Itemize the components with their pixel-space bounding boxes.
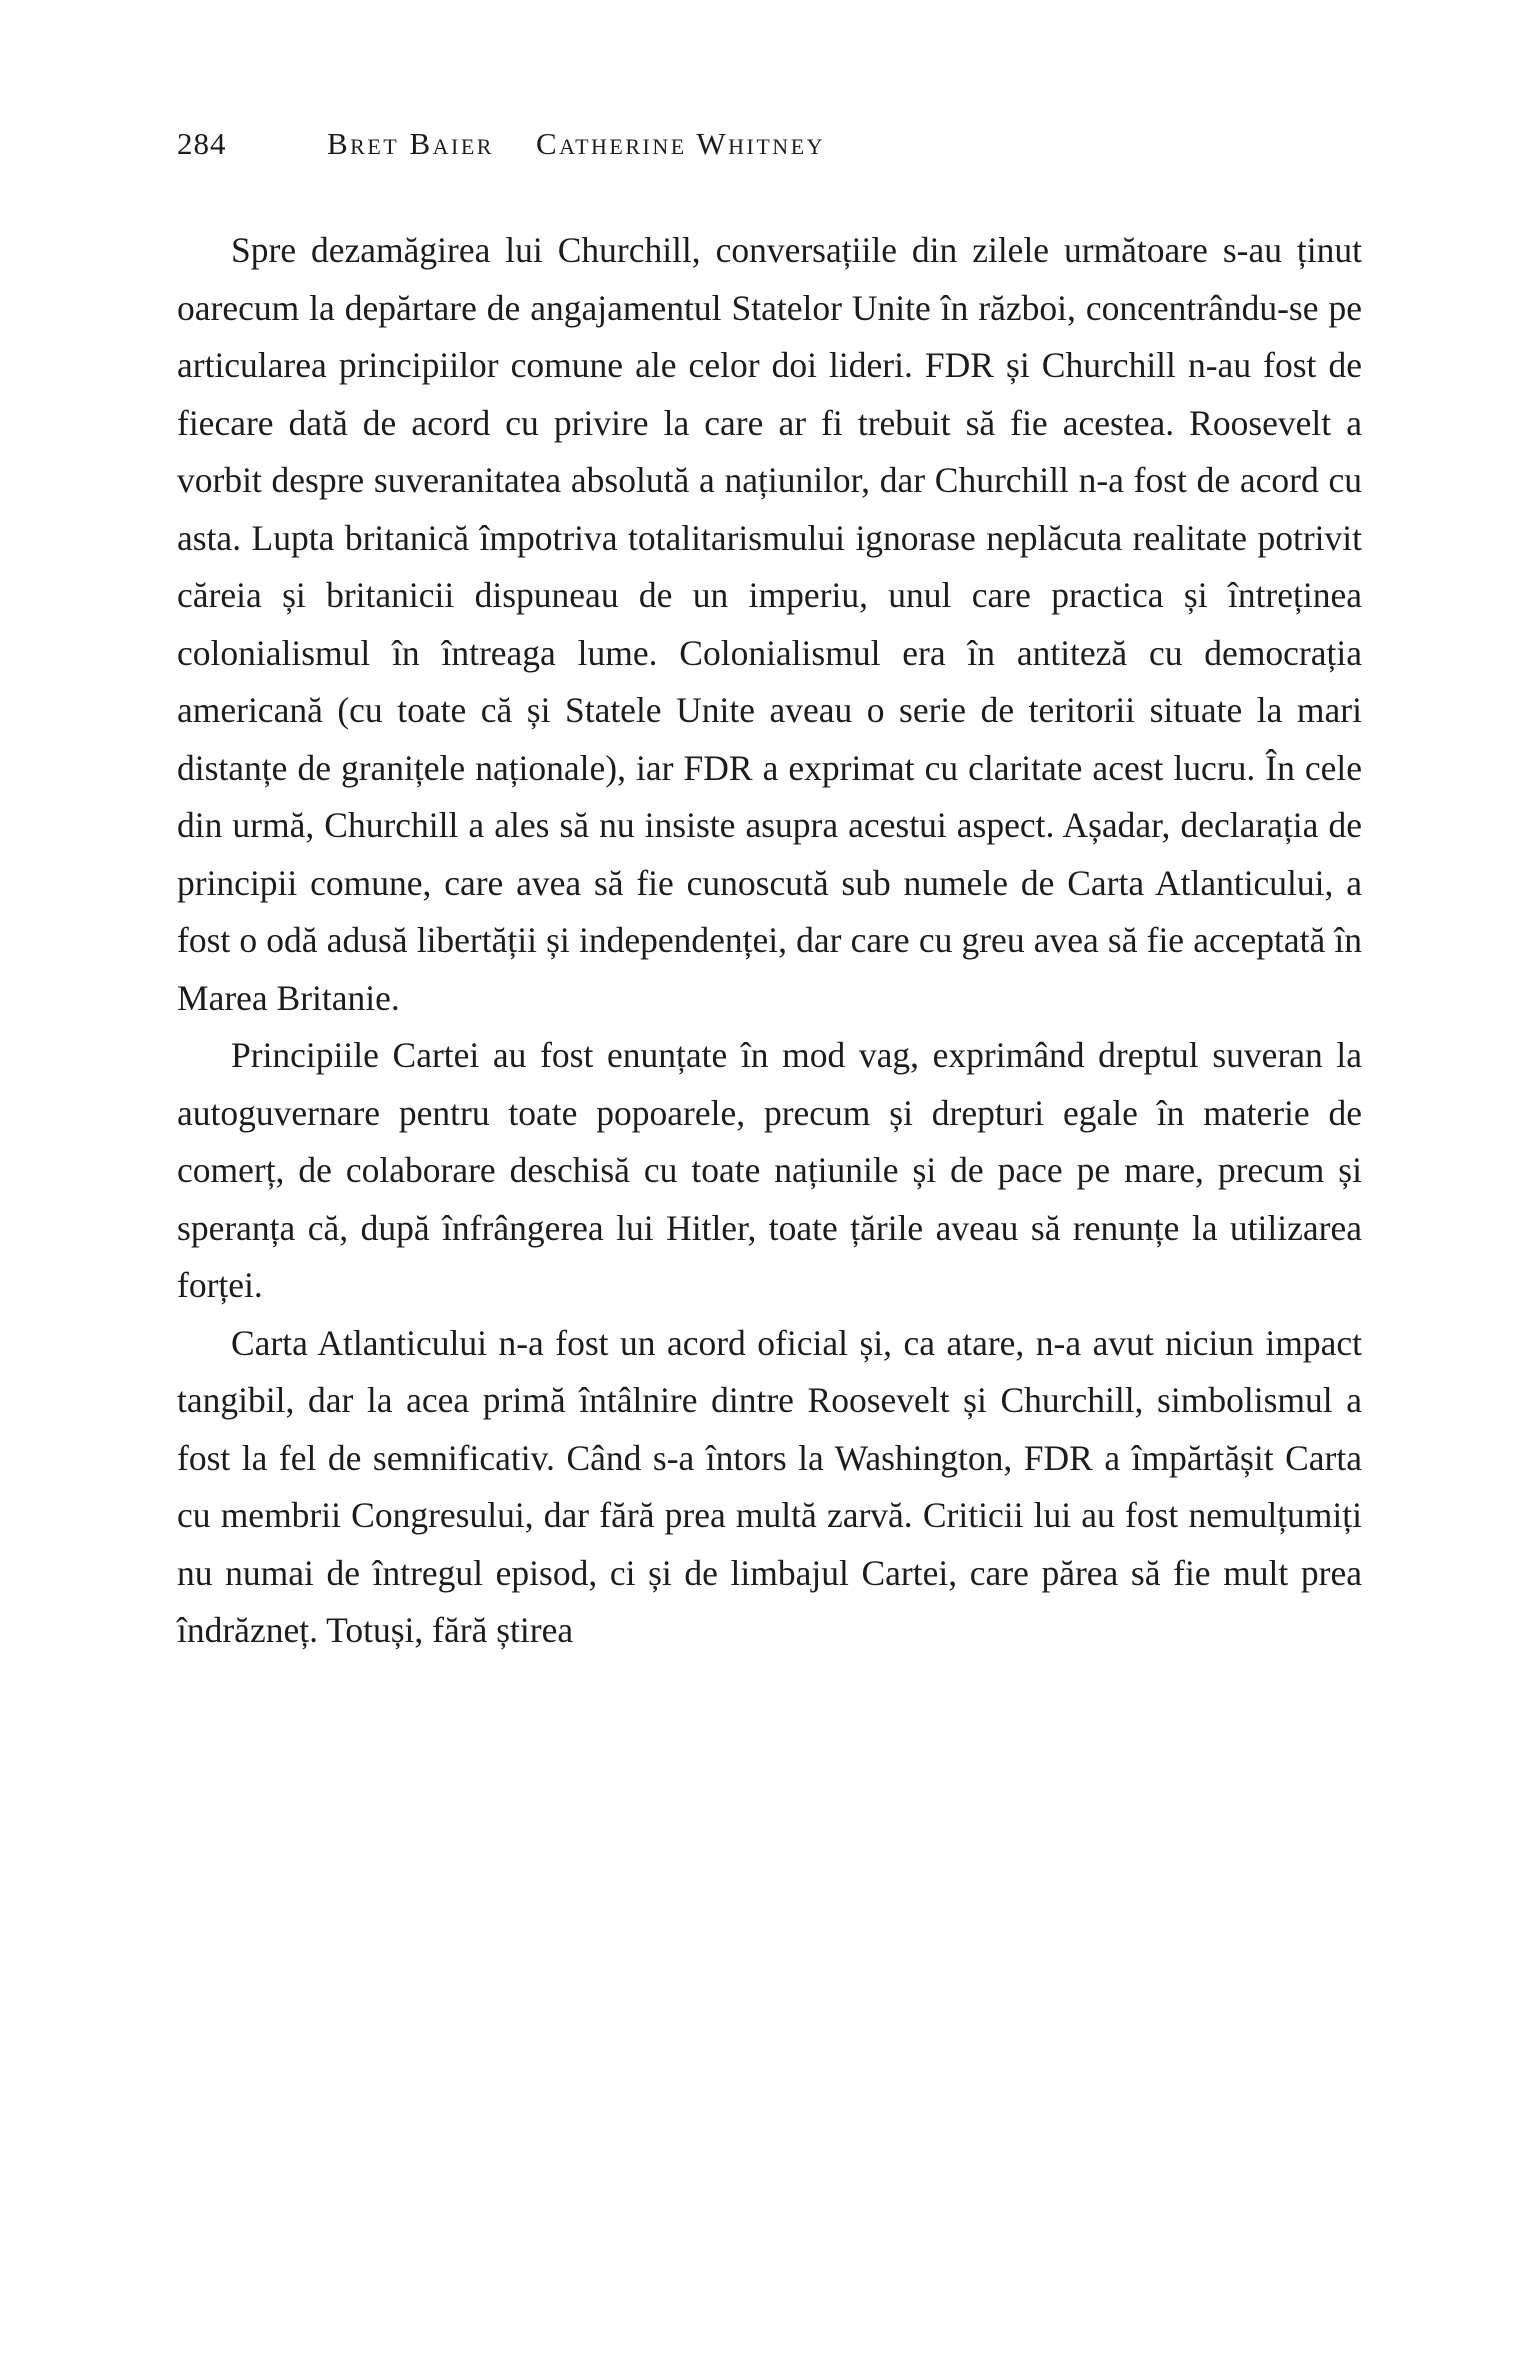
running-head — [177, 126, 1362, 162]
page-number: 284 — [177, 126, 227, 161]
author-name-2: Catherine Whitney — [535, 126, 826, 161]
paragraph-3: Carta Atlanticului n-a fost un acord oficial și, ca atare, n-a avut niciun impact tangibil, dar la acea primă întâlnire dintre Roosevelt și Churchill, simbolismul a fost la fel de semnificativ. Când s-a întors la Washington, FDR a împărtășit Carta cu membrii Congresului, dar fără prea multă zarvă. Criticii lui au fost nemulțumiți nu numai de întregul episod, ci și de limbajul Cartei, care părea să fie mult prea îndrăzneț. Totuși, fără știrea — [177, 1322, 1362, 1650]
author-name-1: Bret Baier — [327, 126, 494, 161]
running-head-authors — [327, 126, 826, 162]
paragraph-2: Principiile Cartei au fost enunțate în mod vag, exprimând dreptul suveran la autoguvernare pentru toate popoarele, precum și drepturi egale în materie de comerț, de colaborare deschisă cu toate națiunile și de pace pe mare, precum și speranța că, după înfrângerea lui Hitler, toate țările aveau să renunțe la utilizarea forței. — [177, 1035, 1362, 1305]
body-text — [177, 222, 1362, 1660]
paragraph-1: Spre dezamăgirea lui Churchill, conversațiile din zilele următoare s-au ținut oarecum la depărtare de angajamentul Statelor Unite în război, concentrându-se pe articularea principiilor comune ale celor doi lideri. FDR și Churchill n-au fost de fiecare dată de acord cu privire la care ar fi trebuit să fie acestea. Roosevelt a vorbit despre suveranitatea absolută a națiunilor, dar Churchill n-a fost de acord cu asta. Lupta britanică împotriva totalitarismului ignorase neplăcuta realitate potrivit căreia și britanicii dispuneau de un imperiu, unul care practica și întreținea colonialismul în întreaga lume. Colonialismul era în antiteză cu democrația americană (cu toate că și Statele Unite aveau o serie de teritorii situate la mari distanțe de granițele naționale), iar FDR a exprimat cu claritate acest lucru. În cele din urmă, Churchill a ales să nu insiste asupra acestui aspect. Așadar, declarația de principii comune, care avea să fie cunoscută sub numele de Carta Atlanticului, a fost o odă adusă libertății și independenței, dar care cu greu avea să fie acceptată în Marea Britanie. — [177, 230, 1362, 1018]
